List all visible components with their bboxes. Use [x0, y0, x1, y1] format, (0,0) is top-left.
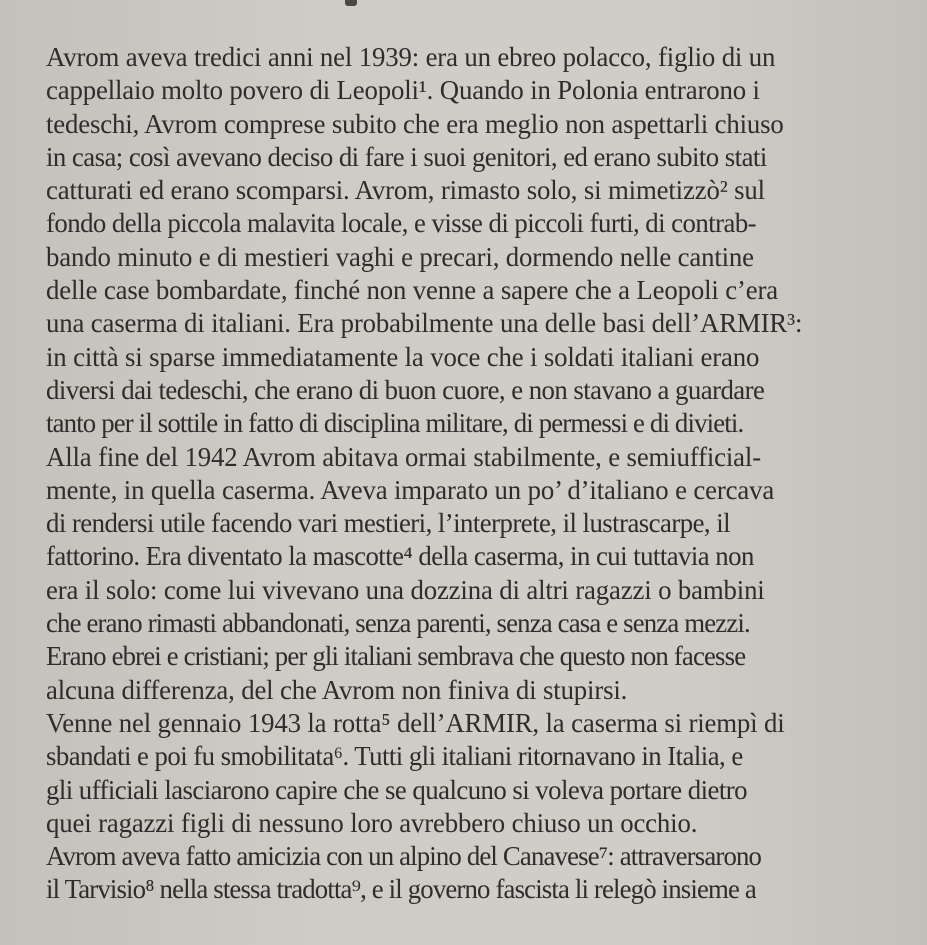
- text-line: Erano ebrei e cristiani; per gli italiani sembrava che questo non facesse: [46, 641, 746, 672]
- text-line: delle case bombardate, finché non venne a sapere che a Leopoli c’era: [46, 275, 779, 306]
- text-line: in casa; così avevano deciso di fare i suoi genitori, ed erano subito stati: [46, 141, 767, 172]
- text-line: quei ragazzi figli di nessuno loro avrebbero chiuso un occhio.: [46, 807, 698, 838]
- text-line: Alla fine del 1942 Avrom abitava ormai stabilmente, e semiufficial-: [46, 441, 761, 472]
- text-line: di rendersi utile facendo vari mestieri, l’interprete, il lustrascarpe, il: [46, 508, 730, 539]
- body-text: [46, 41, 926, 907]
- text-line: il Tarvisio⁸ nella stessa tradotta⁹, e il governo fascista li relegò insieme a: [46, 874, 756, 905]
- text-line: in città si sparse immediatamente la voce che i soldati italiani erano: [46, 341, 760, 372]
- text-line: cappellaio molto povero di Leopoli¹. Quando in Polonia entrarono i: [46, 75, 760, 106]
- text-line: tedeschi, Avrom comprese subito che era meglio non aspettarli chiuso: [46, 108, 784, 139]
- text-line: bando minuto e di mestieri vaghi e precari, dormendo nelle cantine: [46, 241, 754, 272]
- text-line: catturati ed erano scomparsi. Avrom, rimasto solo, si mimetizzò² sul: [46, 175, 765, 206]
- text-line: Avrom aveva tredici anni nel 1939: era un ebreo polacco, figlio di un: [46, 42, 776, 72]
- page-top-mark: [345, 0, 357, 6]
- text-line: gli ufficiali lasciarono capire che se qualcuno si voleva portare dietro: [46, 774, 747, 805]
- text-line: tanto per il sottile in fatto di disciplina militare, di permessi e di divieti.: [46, 408, 744, 439]
- text-line: diversi dai tedeschi, che erano di buon cuore, e non stavano a guardare: [46, 374, 765, 405]
- text-line: che erano rimasti abbandonati, senza parenti, senza casa e senza mezzi.: [46, 608, 750, 639]
- text-line: fattorino. Era diventato la mascotte⁴ della caserma, in cui tuttavia non: [46, 541, 754, 572]
- text-line: Avrom aveva fatto amicizia con un alpino del Canavese⁷: attraversarono: [46, 841, 762, 872]
- text-line: alcuna differenza, del che Avrom non finiva di stupirsi.: [46, 674, 628, 705]
- text-line: una caserma di italiani. Era probabilmente una delle basi dell’ARMIR³:: [46, 308, 803, 339]
- text-line: mente, in quella caserma. Aveva imparato un po’ d’italiano e cercava: [46, 474, 775, 505]
- text-line: fondo della piccola malavita locale, e visse di piccoli furti, di contrab-: [46, 208, 757, 239]
- text-line: Venne nel gennaio 1943 la rotta⁵ dell’ARMIR, la caserma si riempì di: [46, 707, 785, 738]
- text-line: era il solo: come lui vivevano una dozzina di altri ragazzi o bambini: [46, 574, 765, 605]
- text-line: sbandati e poi fu smobilitata⁶. Tutti gli italiani ritornavano in Italia, e: [46, 741, 743, 772]
